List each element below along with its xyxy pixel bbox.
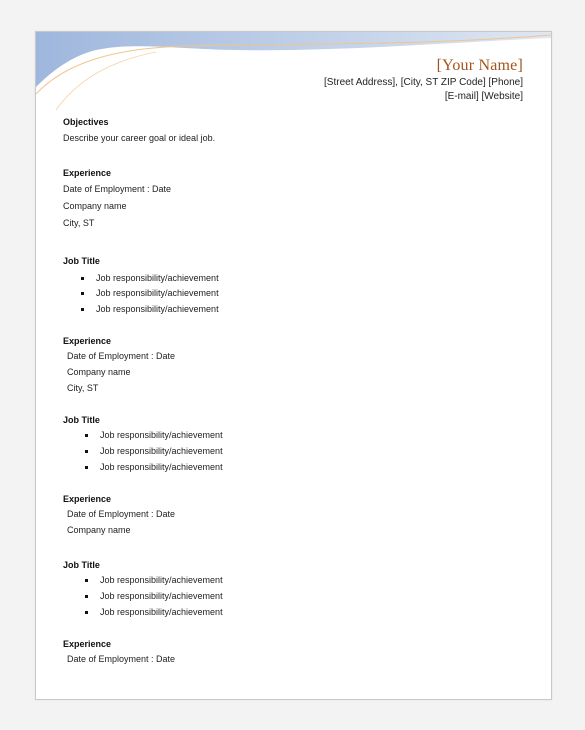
list-item-text: Job responsibility/achievement xyxy=(100,607,223,617)
job-title[interactable]: Job Title xyxy=(63,256,100,266)
contact-email-website[interactable]: [E-mail] [Website] xyxy=(444,91,523,102)
employment-date[interactable]: Date of Employment : Date xyxy=(67,654,176,664)
bullet-icon xyxy=(81,277,84,280)
employment-date[interactable]: Date of Employment : Date xyxy=(67,509,176,519)
employment-date[interactable]: Date of Employment : Date xyxy=(67,351,176,361)
list-item-text: Job responsibility/achievement xyxy=(96,304,219,314)
list-item[interactable] xyxy=(100,446,223,456)
list-item-text: Job responsibility/achievement xyxy=(100,462,223,472)
list-item-text: Job responsibility/achievement xyxy=(100,446,223,456)
list-item[interactable] xyxy=(100,430,223,440)
resume-page xyxy=(35,31,552,700)
resume-name[interactable]: [Your Name] xyxy=(436,57,523,74)
experience-heading[interactable]: Experience xyxy=(63,168,112,178)
company-location[interactable]: City, ST xyxy=(63,218,95,228)
objectives-heading[interactable]: Objectives xyxy=(63,117,109,127)
list-item[interactable] xyxy=(96,288,219,298)
list-item-text: Job responsibility/achievement xyxy=(100,430,223,440)
employment-date[interactable]: Date of Employment : Date xyxy=(63,184,172,194)
list-item-text: Job responsibility/achievement xyxy=(96,288,219,298)
bullet-icon xyxy=(85,579,88,582)
bullet-icon xyxy=(85,434,88,437)
contact-address-phone[interactable]: [Street Address], [City, ST ZIP Code] [Phone] xyxy=(324,77,523,88)
company-name[interactable]: Company name xyxy=(67,525,131,535)
job-title[interactable]: Job Title xyxy=(63,415,100,425)
bullet-icon xyxy=(85,595,88,598)
list-item-text: Job responsibility/achievement xyxy=(100,575,223,585)
bullet-icon xyxy=(85,450,88,453)
bullet-icon xyxy=(85,611,88,614)
list-item[interactable] xyxy=(100,462,223,472)
bullet-icon xyxy=(81,292,84,295)
list-item[interactable] xyxy=(100,575,223,585)
list-item[interactable] xyxy=(100,607,223,617)
list-item-text: Job responsibility/achievement xyxy=(96,273,219,283)
job-title[interactable]: Job Title xyxy=(63,560,100,570)
list-item[interactable] xyxy=(96,273,219,283)
experience-heading[interactable]: Experience xyxy=(63,639,112,649)
bullet-icon xyxy=(85,466,88,469)
bullet-icon xyxy=(81,308,84,311)
company-name[interactable]: Company name xyxy=(63,201,127,211)
list-item[interactable] xyxy=(96,304,219,314)
list-item-text: Job responsibility/achievement xyxy=(100,591,223,601)
experience-heading[interactable]: Experience xyxy=(63,494,112,504)
company-location[interactable]: City, ST xyxy=(67,383,99,393)
company-name[interactable]: Company name xyxy=(67,367,131,377)
experience-heading[interactable]: Experience xyxy=(63,336,112,346)
list-item[interactable] xyxy=(100,591,223,601)
objectives-text[interactable]: Describe your career goal or ideal job. xyxy=(63,133,216,143)
